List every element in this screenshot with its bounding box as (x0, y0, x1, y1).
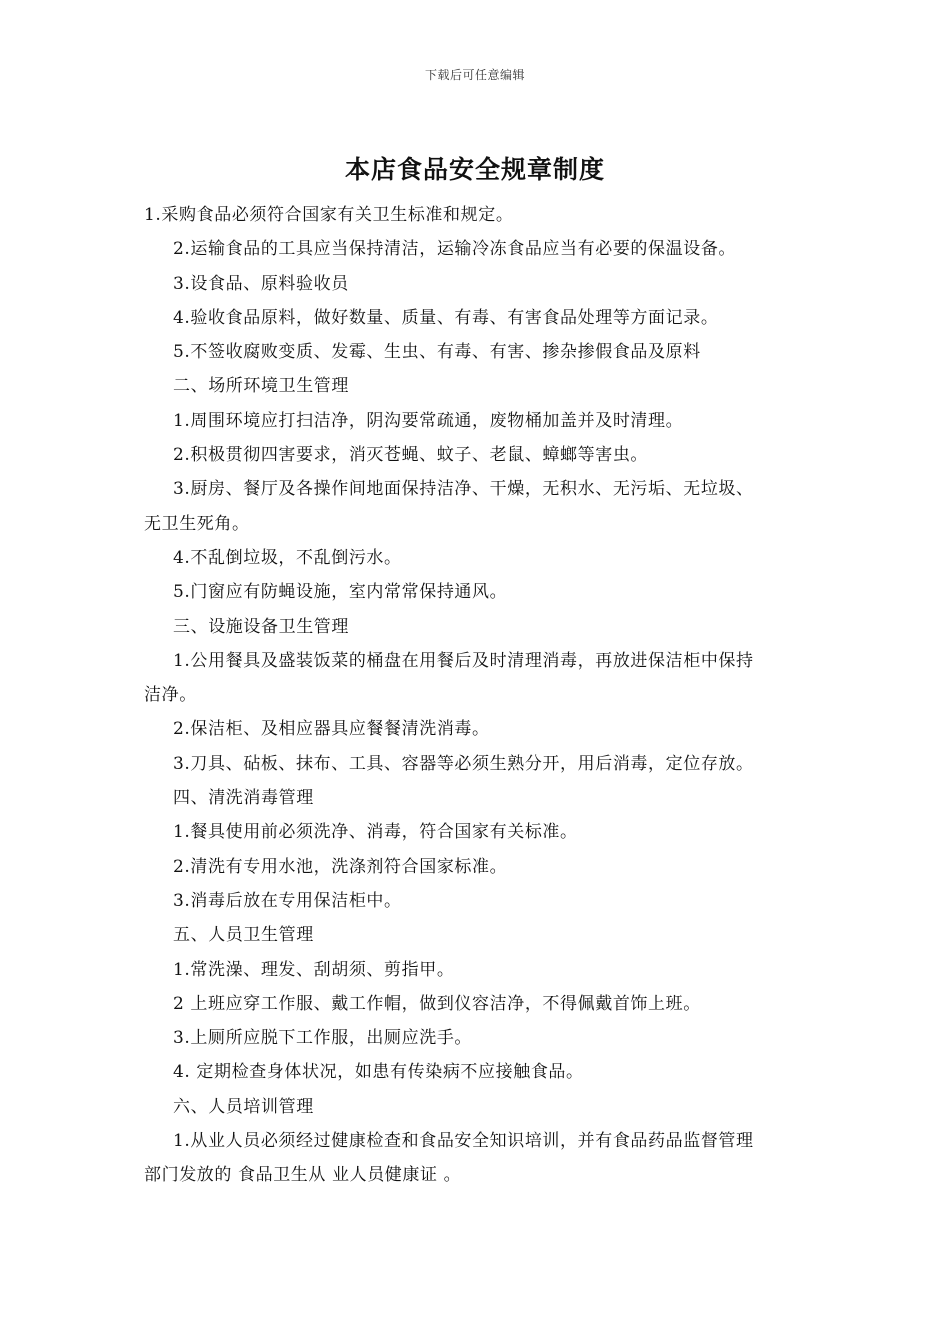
section-heading: 三、设施设备卫生管理 (173, 616, 349, 637)
rule-line-continuation: 无卫生死角。 (144, 513, 250, 534)
rule-line: 1.从业人员必须经过健康检查和食品安全知识培训，并有食品药品监督管理 (173, 1131, 754, 1152)
document-title: 本店食品安全规章制度 (344, 155, 605, 184)
rule-line: 1.公用餐具及盛装饭菜的桶盘在用餐后及时清理消毒，再放进保洁柜中保持 (173, 650, 754, 671)
rule-line: 2 上班应穿工作服、戴工作帽，做到仪容洁净，不得佩戴首饰上班。 (173, 993, 701, 1014)
rule-line: 3.消毒后放在专用保洁柜中。 (173, 890, 402, 911)
rule-line-continuation: 部门发放的 食品卫生从 业人员健康证 。 (144, 1165, 462, 1186)
rule-line: 1.周围环境应打扫洁净，阴沟要常疏通，废物桶加盖并及时清理。 (173, 410, 684, 431)
rule-line: 1.常洗澡、理发、刮胡须、剪指甲。 (173, 959, 455, 980)
section-heading: 二、场所环境卫生管理 (173, 376, 349, 397)
rule-line: 3.上厕所应脱下工作服，出厕应洗手。 (173, 1028, 473, 1049)
section-heading: 五、人员卫生管理 (173, 925, 314, 946)
section-heading: 四、清洗消毒管理 (173, 788, 314, 809)
rule-line: 5.门窗应有防蝇设施，室内常常保持通风。 (173, 582, 508, 603)
rule-line: 1.餐具使用前必须洗净、消毒，符合国家有关标准。 (173, 822, 578, 843)
document-body (144, 198, 809, 1193)
rule-line-continuation: 洁净。 (144, 685, 197, 706)
rule-line: 3.刀具、砧板、抹布、工具、容器等必须生熟分开，用后消毒，定位存放。 (173, 753, 754, 774)
rule-line: 2.清洗有专用水池，洗涤剂符合国家标准。 (173, 856, 508, 877)
rule-line: 3.设食品、原料验收员 (173, 273, 349, 294)
rule-line: 1.采购食品必须符合国家有关卫生标准和规定。 (144, 205, 514, 225)
rule-line: 4.验收食品原料，做好数量、质量、有毒、有害食品处理等方面记录。 (173, 307, 719, 328)
section-heading: 六、人员培训管理 (173, 1096, 314, 1117)
rule-line: 3.厨房、餐厅及各操作间地面保持洁净、干燥，无积水、无污垢、无垃圾、 (173, 479, 754, 500)
rule-line: 4. 定期检查身体状况，如患有传染病不应接触食品。 (173, 1062, 584, 1083)
rule-line: 2.运输食品的工具应当保持清洁，运输冷冻食品应当有必要的保温设备。 (173, 239, 737, 260)
rule-line: 5.不签收腐败变质、发霉、生虫、有毒、有害、掺杂掺假食品及原料 (173, 342, 701, 363)
rule-line: 2.保洁柜、及相应器具应餐餐清洗消毒。 (173, 719, 490, 740)
rule-line: 4.不乱倒垃圾，不乱倒污水。 (173, 547, 402, 568)
rule-line: 2.积极贯彻四害要求，消灭苍蝇、蚊子、老鼠、蟑螂等害虫。 (173, 445, 649, 466)
page-header-note: 下载后可任意编辑 (424, 68, 525, 82)
